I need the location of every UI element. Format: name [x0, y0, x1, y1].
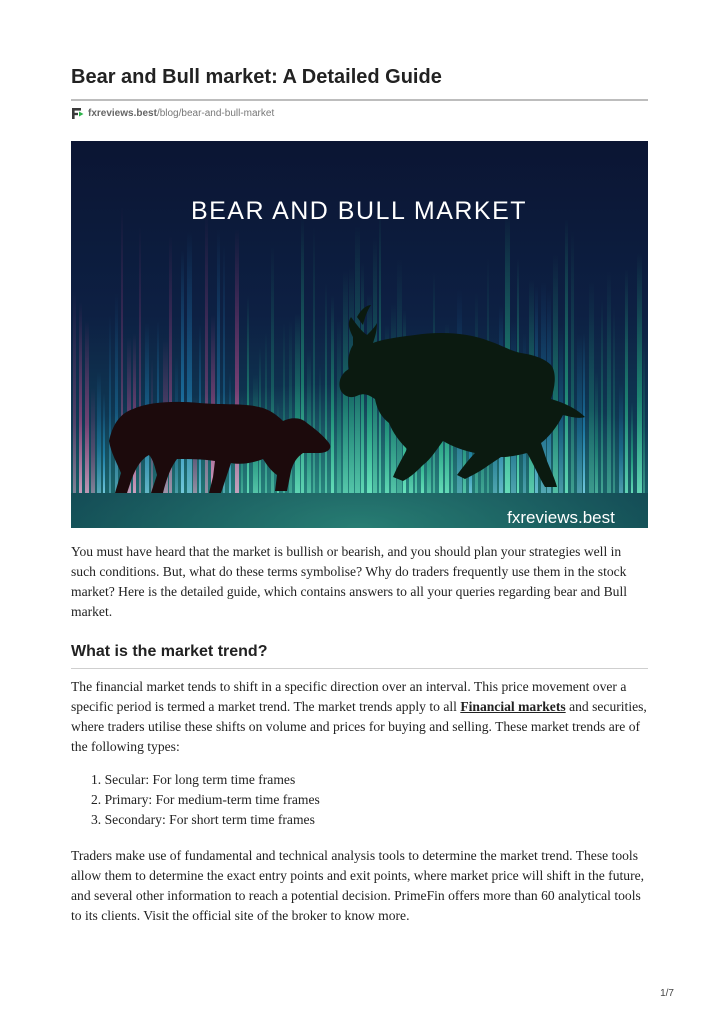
market-trend-paragraph [71, 677, 648, 757]
paragraph-text-after-link: and securities, where traders utilise these shifts on volume and prices for buying and selling. These market trends are of the following types: [71, 699, 647, 754]
glow-bar [583, 333, 585, 493]
hero-heading: BEAR AND BULL MARKET [190, 197, 528, 225]
glow-bar [313, 227, 315, 493]
glow-bar [601, 299, 603, 493]
glow-bar [307, 349, 311, 493]
analysis-tools-paragraph: Traders make use of fundamental and technical analysis tools to determine the market trend. These tools allow them to determine the exact entry points and exit points, where market price will shift in the future, and several other information to reach a potential decision. PrimeFin offers more than 60 analytical tools to its clients. Visit the official site of the broker to know more. [71, 848, 645, 923]
glow-bar [571, 230, 574, 493]
glow-bar [565, 219, 568, 493]
page-number: 1/7 [660, 988, 674, 999]
title-divider [71, 99, 648, 101]
glow-bar [619, 383, 623, 493]
glow-bar [625, 269, 628, 493]
glow-bar [595, 372, 598, 493]
list-item: 3. Secondary: For short term time frames [91, 812, 315, 827]
source-line [71, 107, 274, 120]
glow-bar [607, 271, 611, 493]
list-item: 2. Primary: For medium-term time frames [91, 792, 320, 807]
glow-bar [331, 295, 334, 493]
source-domain[interactable]: fxreviews.best [88, 108, 157, 119]
glow-bar [73, 291, 76, 493]
glow-bar [319, 366, 321, 493]
glow-bar [79, 302, 82, 493]
source-path[interactable]: /blog/bear-and-bull-market [156, 108, 275, 119]
glow-bar [103, 393, 105, 493]
hero-watermark: fxreviews.best [507, 508, 615, 527]
fxreviews-logo-icon [71, 107, 84, 120]
financial-markets-link[interactable]: Financial markets [460, 699, 566, 714]
glow-bar [631, 402, 633, 493]
glow-bar [91, 388, 95, 493]
glow-bar [247, 296, 249, 493]
glow-bar [589, 280, 594, 493]
glow-bar [97, 371, 101, 493]
glow-bar [85, 321, 89, 493]
hero-image [71, 141, 648, 528]
glow-bar [637, 253, 642, 493]
glow-bar [325, 283, 327, 493]
section-divider [71, 668, 648, 669]
paragraph-text-before-link: The financial market tends to shift in a specific direction over an interval. This price movement over a specific period is termed a market trend. The market trends apply to all [71, 679, 627, 714]
glow-bar [337, 319, 341, 493]
glow-bar [295, 313, 300, 493]
glow-bar [643, 341, 645, 493]
trend-types-list [71, 770, 648, 830]
glow-bar [613, 306, 615, 493]
list-item: 1. Secular: For long term time frames [91, 772, 296, 787]
section-heading: What is the market trend? [71, 643, 268, 660]
glow-bar [109, 314, 111, 493]
intro-paragraph: You must have heard that the market is bullish or bearish, and you should plan your strategies well in such conditions. But, what do these terms symbolise? Why do traders frequently use them in the stock market? Here is the detailed guide, which contains answers to all your queries regarding bear and Bull market. [71, 544, 628, 619]
page-title: Bear and Bull market: A Detailed Guide [71, 66, 442, 88]
